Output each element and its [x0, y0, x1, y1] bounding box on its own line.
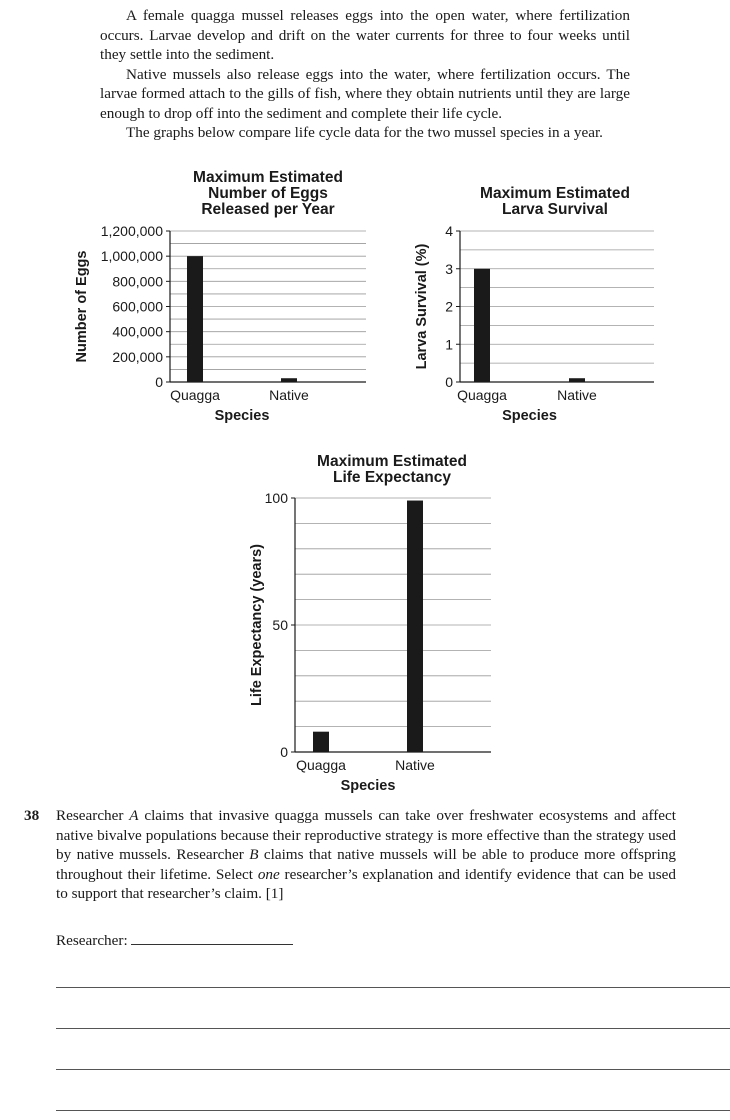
answer-line[interactable]: [56, 1110, 730, 1111]
x-tick-label: Native: [395, 757, 435, 773]
y-tick-label: 800,000: [112, 273, 163, 290]
bar-quagga: [474, 269, 490, 382]
y-axis-label: Number of Eggs: [74, 250, 90, 363]
chart-title: [480, 185, 630, 218]
y-tick-label: 4: [445, 223, 453, 239]
y-tick-label: 0: [445, 374, 453, 390]
y-tick-label: 3: [445, 260, 453, 277]
y-tick-label: 600,000: [112, 298, 163, 315]
question-text-part: claims that native mussels will be able to produce more offspring throughout their lifetime. Select: [56, 846, 677, 883]
y-tick-label: 100: [264, 490, 288, 506]
x-axis-label: Species: [214, 408, 270, 424]
answer-line[interactable]: [56, 1028, 730, 1029]
question-text-part: researcher’s explanation and identify evidence that can be used to support that researcher’s claim. [1]: [56, 865, 676, 902]
life-expectancy-chart: [200, 445, 530, 800]
chart-title-line: Maximum Estimated: [193, 169, 343, 186]
chart-title-line: Life Expectancy: [332, 469, 452, 486]
y-tick-label: 2: [445, 298, 453, 315]
eggs-chart: [0, 160, 380, 435]
intro-paragraph-2: Native mussels also release eggs into the water, where fertilization occurs. The larvae formed attach to the gills of fish, where they obtain nutrients until they are large enough to drop off into the sediment and complete their life cycle.: [100, 65, 630, 122]
question-text: [56, 806, 676, 904]
x-axis-label: Species: [502, 408, 557, 424]
researcher-label: Researcher:: [56, 932, 128, 949]
answer-line[interactable]: [56, 1069, 730, 1070]
intro-paragraph-3: The graphs below compare life cycle data for the two mussel species in a year.: [126, 124, 603, 141]
chart-title-line: Released per Year: [201, 201, 335, 218]
x-axis-label: Species: [340, 778, 396, 794]
bar-quagga: [187, 256, 203, 382]
bar-native: [407, 501, 423, 752]
y-tick-label: 1,200,000: [100, 223, 163, 239]
bar-native: [281, 378, 297, 382]
y-axis-label: Life Expectancy (years): [249, 544, 265, 706]
larva-survival-chart: [380, 160, 730, 435]
question-number: 38: [24, 807, 40, 824]
x-tick-label: Quagga: [296, 757, 346, 773]
y-tick-label: 50: [272, 617, 288, 633]
chart-title-line: Maximum Estimated: [480, 185, 630, 202]
bar-quagga: [313, 732, 329, 752]
researcher-a-label: A: [129, 807, 139, 824]
question-38: [24, 806, 676, 904]
y-tick-label: 400,000: [112, 323, 163, 340]
emphasis-one: one: [257, 865, 280, 883]
intro-passage: [100, 6, 630, 143]
researcher-blank[interactable]: [131, 930, 293, 945]
chart-title: [193, 169, 343, 218]
question-text-part: Researcher: [56, 807, 130, 824]
researcher-field: [56, 930, 293, 950]
x-tick-label: Quagga: [170, 387, 220, 403]
y-tick-label: 1: [445, 336, 453, 353]
y-tick-label: 0: [280, 744, 288, 760]
y-tick-label: 1,000,000: [100, 248, 163, 265]
question-text-part: claims that invasive quagga mussels can take over freshwater ecosystems and affect native bivalve populations because their reproductive strategy is more effective than the strategy used by native mussels. Researcher: [56, 807, 676, 863]
bar-native: [569, 378, 585, 382]
researcher-b-label: B: [249, 846, 259, 863]
intro-paragraph-1: A female quagga mussel releases eggs into the open water, where fertilization occurs. Larvae develop and drift on the water currents for three to four weeks until they settle into the sediment.: [100, 7, 630, 63]
x-tick-label: Quagga: [457, 387, 507, 403]
y-axis-label: Larva Survival (%): [414, 243, 430, 370]
x-tick-label: Native: [269, 387, 309, 403]
chart-title: [317, 453, 467, 486]
chart-title-line: Maximum Estimated: [317, 453, 467, 470]
y-tick-label: 0: [155, 374, 163, 390]
chart-title-line: Larva Survival: [502, 201, 608, 218]
y-tick-label: 200,000: [112, 348, 163, 365]
chart-title-line: Number of Eggs: [208, 185, 328, 202]
x-tick-label: Native: [557, 387, 597, 403]
answer-line[interactable]: [56, 987, 730, 988]
